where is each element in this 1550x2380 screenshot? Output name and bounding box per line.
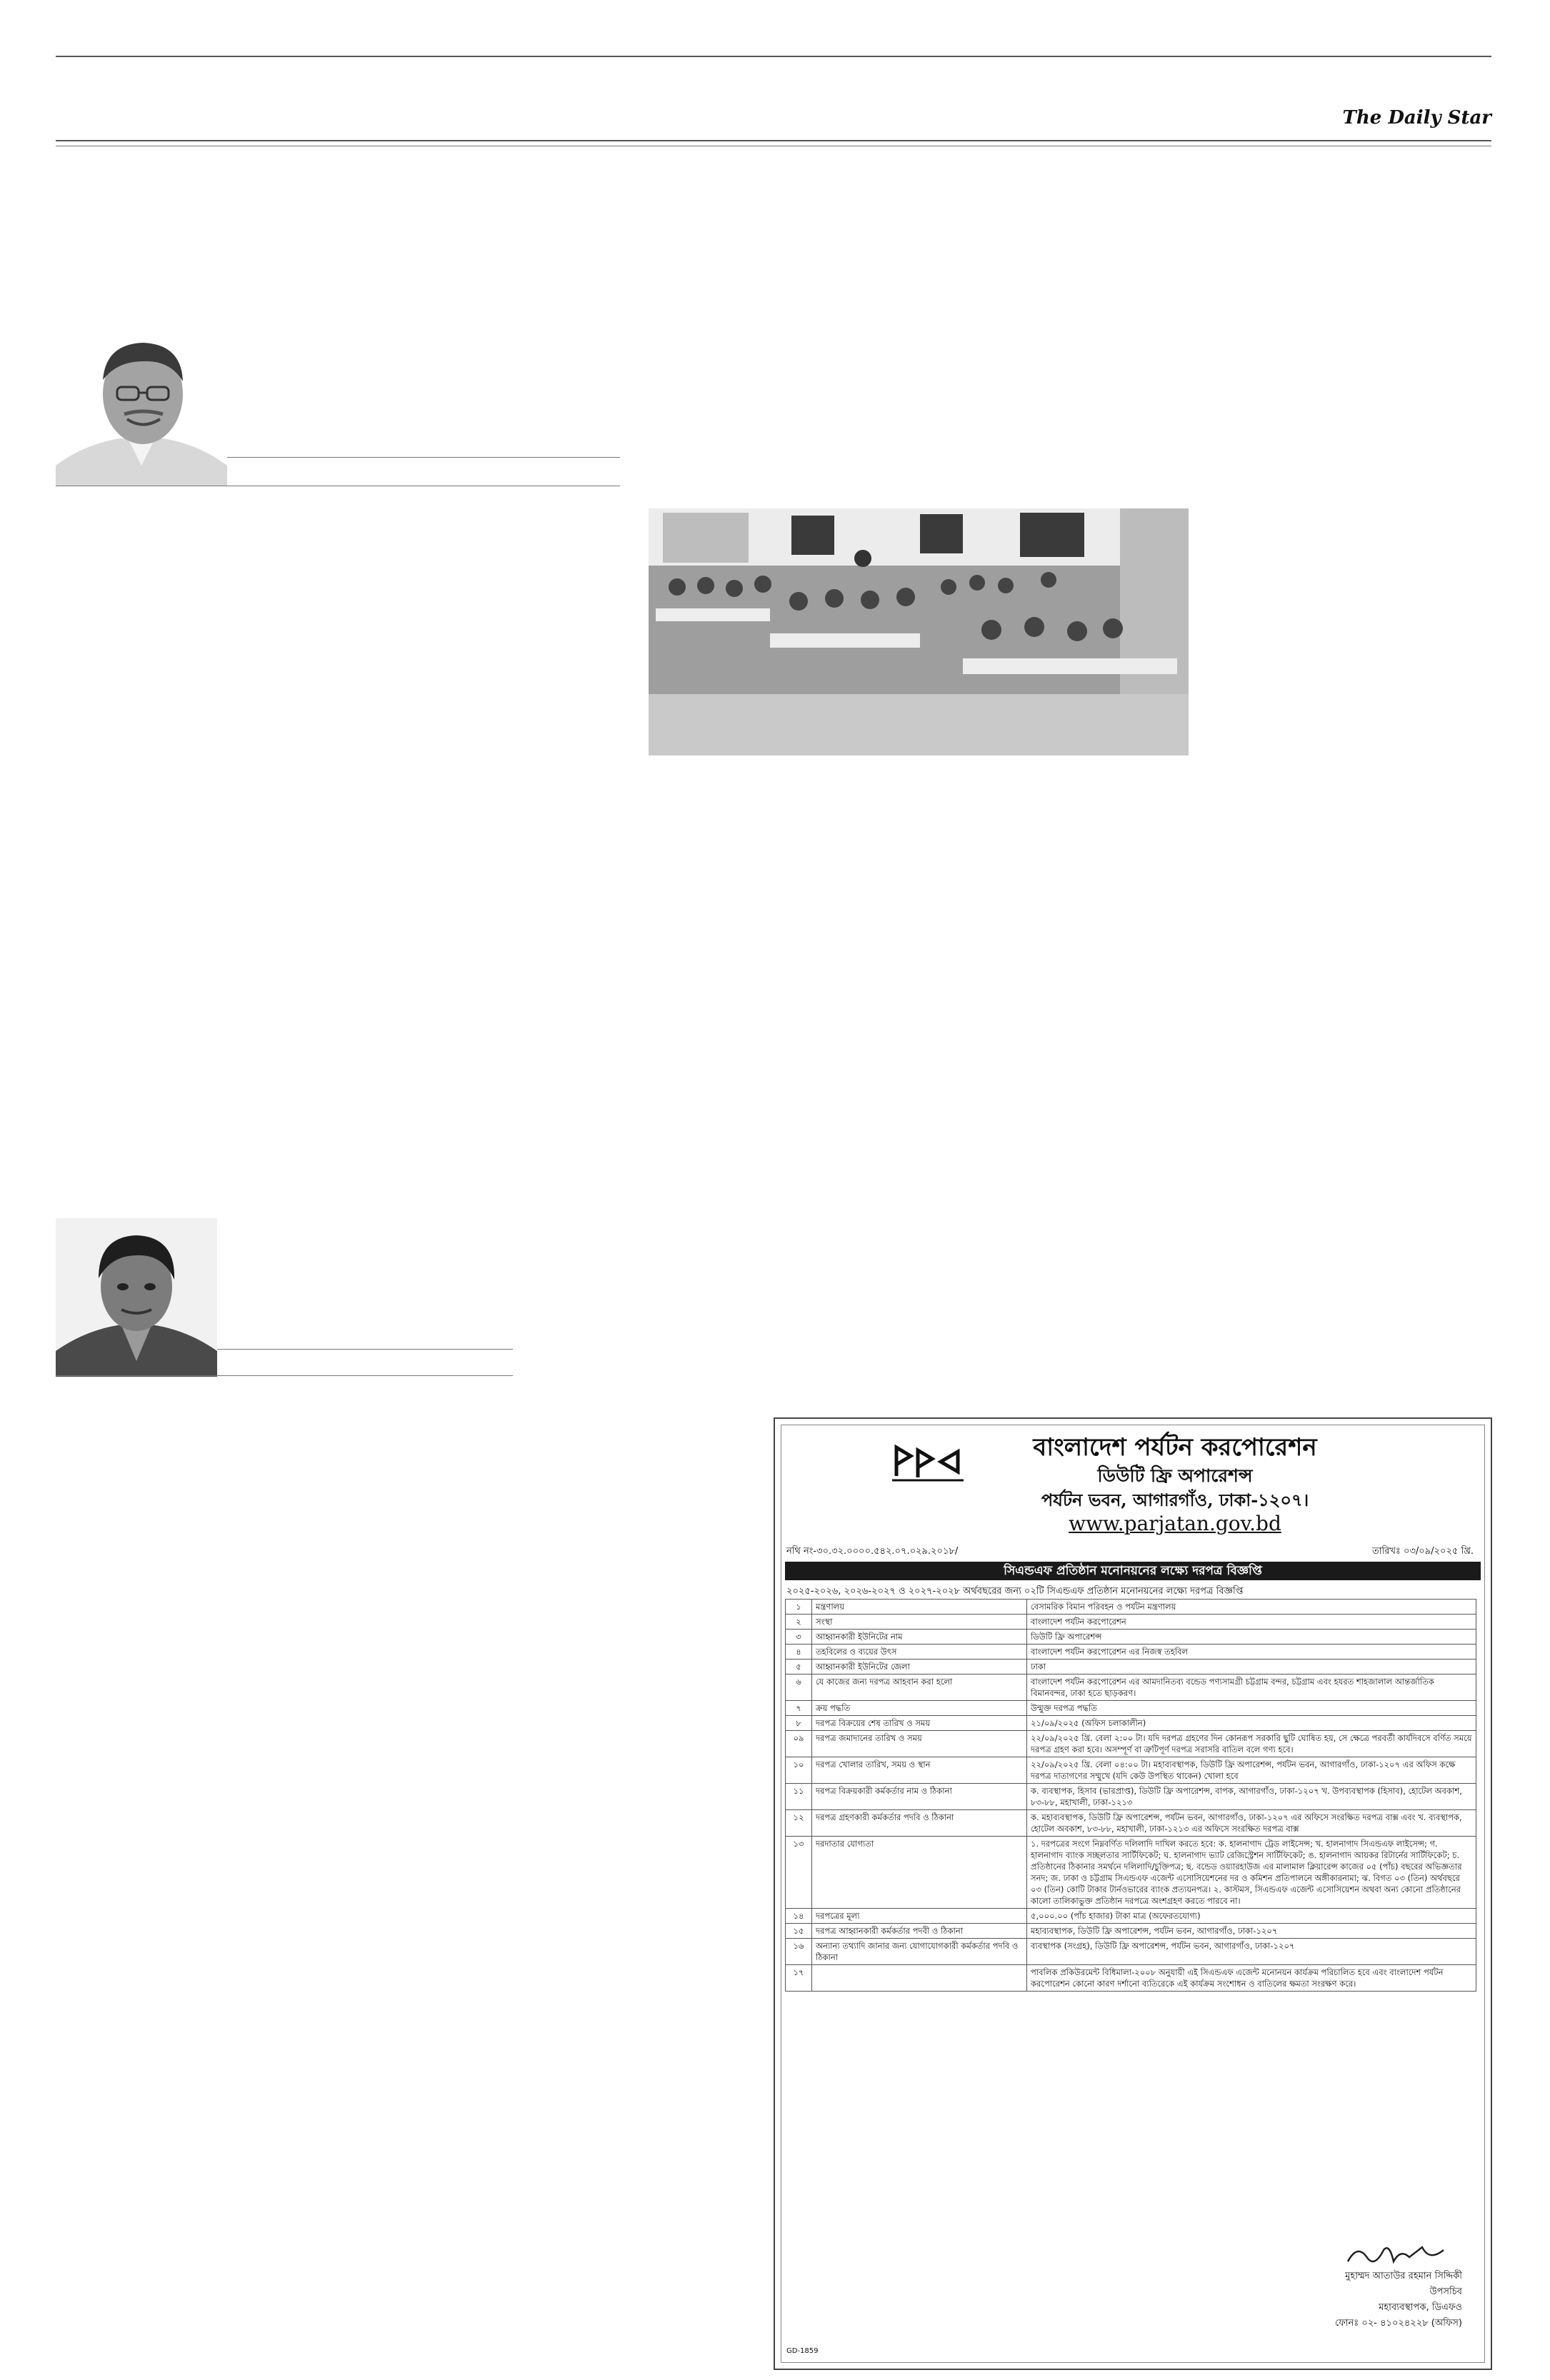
row-value: বাংলাদেশ পর্যটন করপোরেশন এর আমদানিতব্য বন্ডেড পণ্যসামগ্রী চট্টগ্রাম বন্দর, চট্টগ্রাম এবং হযরত শাহজালাল আন্তর্জাতিক বিমানবন্দর, ঢাকা হতে ছাড়করণ। bbox=[1027, 1674, 1476, 1701]
row-number: ১২ bbox=[786, 1810, 812, 1837]
table-row bbox=[786, 1784, 1476, 1810]
signatory-name: মুহাম্মদ আতাউর রহমান সিদ্দিকী bbox=[1345, 2271, 1462, 2281]
row-value: ২১/০৯/২০২৫ (অফিস চলাকালীন) bbox=[1027, 1716, 1476, 1731]
row-label: আহ্বানকারী ইউনিটের নাম bbox=[812, 1630, 1027, 1645]
row-number: ১৭ bbox=[786, 1965, 812, 1992]
table-row bbox=[786, 1731, 1476, 1757]
table-row bbox=[786, 1757, 1476, 1784]
reference-number: নথি নং-৩০.৩২.০০০০.৫৪২.০৭.০২৯.২০১৮/ bbox=[786, 1546, 959, 1557]
signatory-block bbox=[1335, 2269, 1462, 2331]
row-value: বেসামরিক বিমান পরিবহন ও পর্যটন মন্ত্রণালয় bbox=[1027, 1600, 1476, 1615]
row-label bbox=[812, 1965, 1027, 1992]
row-number: ৭ bbox=[786, 1701, 812, 1716]
row-number: ০৯ bbox=[786, 1731, 812, 1757]
row-label: দরপত্র আহ্বানকারী কর্মকর্তার পদবী ও ঠিকানা bbox=[812, 1924, 1027, 1939]
signatory-title: উপসচিব bbox=[1429, 2286, 1462, 2297]
row-label: তহবিলের ও ব্যয়ের উৎস bbox=[812, 1645, 1027, 1660]
website-link[interactable]: www.parjatan.gov.bd bbox=[1069, 1512, 1281, 1535]
row-number: ১৪ bbox=[786, 1909, 812, 1924]
table-row bbox=[786, 1615, 1476, 1630]
row-value: ব্যবস্থাপক (সংগ্রহ), ডিউটি ফ্রি অপারেশন্স, পর্যটন ভবন, আগারগাঁও, ঢাকা-১২০৭ bbox=[1027, 1939, 1476, 1965]
parjatan-logo-icon bbox=[889, 1440, 975, 1483]
byline-rule bbox=[56, 1375, 513, 1376]
row-value: ২২/০৯/২০২৫ খ্রি. বেলা ০৪:০০ টা। মহাব্যবস্থাপক, ডিউটি ফ্রি অপারেশন্স, পর্যটন ভবন, আগারগাঁও, ঢাকা-১২০৭ এর অফিস কক্ষে দরপত্র দাতাগণের সম্মুখে (যদি কেউ উপস্থিত থাকেন) খোলা হবে bbox=[1027, 1757, 1476, 1784]
row-value: উন্মুক্ত দরপত্র পদ্ধতি bbox=[1027, 1701, 1476, 1716]
masthead-logo: The Daily Star bbox=[1342, 107, 1491, 129]
row-label: দরপত্র জমাদানের তারিখ ও সময় bbox=[812, 1731, 1027, 1757]
row-number: ২ bbox=[786, 1615, 812, 1630]
row-label: মন্ত্রণালয় bbox=[812, 1600, 1027, 1615]
row-label: আহ্বানকারী ইউনিটের জেলা bbox=[812, 1660, 1027, 1674]
table-row bbox=[786, 1924, 1476, 1939]
tender-details-table bbox=[785, 1599, 1476, 1992]
table-row bbox=[786, 1837, 1476, 1909]
row-value: বাংলাদেশ পর্যটন করপোরেশন bbox=[1027, 1615, 1476, 1630]
row-value: ২২/০৯/২০২৫ খ্রি. বেলা ২:০০ টা। যদি দরপত্র গ্রহণের দিন কোনরূপ সরকারি ছুটি ঘোষিত হয়, সে ক্ষেত্রে পরবর্তী কার্যদিবসে বর্ণিত সময়ে দরপত্র গ্রহণ করা হবে। অসম্পূর্ণ বা ত্রুটিপূর্ণ দরপত্র সরাসরি বাতিল বলে গণ্য হবে। bbox=[1027, 1731, 1476, 1757]
table-row bbox=[786, 1600, 1476, 1615]
row-value: মহাব্যবস্থাপক, ডিউটি ফ্রি অপারেশন্স, পর্যটন ভবন, আগারগাঁও, ঢাকা-১২০৭ bbox=[1027, 1924, 1476, 1939]
row-number: ১৬ bbox=[786, 1939, 812, 1965]
byline-rule bbox=[217, 1349, 513, 1350]
row-value: পাবলিক প্রকিউরমেন্ট বিধিমালা-২০০৮ অনুযায়ী এই সিএন্ডএফ এজেন্ট মনোনয়ন কার্যক্রম পরিচালিত হবে এবং বাংলাদেশ পর্যটন করপোরেশন কোনো কারণ দর্শানো ব্যতিরেকে এই কার্যক্রম সংশোধন ও বাতিলের ক্ষমতা সংরক্ষণ করে। bbox=[1027, 1965, 1476, 1992]
row-label: দরপত্র গ্রহণকারী কর্মকর্তার পদবি ও ঠিকানা bbox=[812, 1810, 1027, 1837]
table-row bbox=[786, 1716, 1476, 1731]
row-label: দরপত্রের মূল্য bbox=[812, 1909, 1027, 1924]
notice-heading: সিএন্ডএফ প্রতিষ্ঠান মনোনয়নের লক্ষ্যে দরপত্র বিজ্ঞপ্তি bbox=[785, 1562, 1481, 1580]
notice-date: তারিখঃ ০৩/০৯/২০২৫ খ্রি. bbox=[1372, 1546, 1474, 1557]
table-row bbox=[786, 1939, 1476, 1965]
row-number: ৪ bbox=[786, 1645, 812, 1660]
row-label: যে কাজের জন্য দরপত্র আহবান করা হলো bbox=[812, 1674, 1027, 1701]
table-row bbox=[786, 1701, 1476, 1716]
row-number: ১০ bbox=[786, 1757, 812, 1784]
table-row bbox=[786, 1909, 1476, 1924]
contact-phone: ফোনঃ ০২- ৪১০২৪২২৮ (অফিস) bbox=[1335, 2318, 1462, 2329]
row-value: ৫,০০০.০০ (পাঁচ হাজার) টাকা মাত্র (অফেরতযোগ্য) bbox=[1027, 1909, 1476, 1924]
table-row bbox=[786, 1674, 1476, 1701]
signature-mark bbox=[1344, 2240, 1451, 2269]
row-number: ১৫ bbox=[786, 1924, 812, 1939]
row-number: ৩ bbox=[786, 1630, 812, 1645]
row-label: সংস্থা bbox=[812, 1615, 1027, 1630]
row-label: ক্রয় পদ্ধতি bbox=[812, 1701, 1027, 1716]
ad-code: GD-1859 bbox=[786, 2347, 819, 2355]
row-number: ১১ bbox=[786, 1784, 812, 1810]
row-value: ক. মহাব্যবস্থাপক, ডিউটি ফ্রি অপারেশন্স, পর্যটন ভবন, আগারগাঁও, ঢাকা-১২০৭ এর অফিসে সংরক্ষিত দরপত্র বাক্স এবং খ. ব্যবস্থাপক, হোটেল অবকাশ, ৮৩-৮৮, মহাখালী, ঢাকা-১২১৩ এর অফিসে সংরক্ষিত দরপত্র বাক্স bbox=[1027, 1810, 1476, 1837]
row-value: ডিউটি ফ্রি অপারেশন্স bbox=[1027, 1630, 1476, 1645]
columnist-photo bbox=[56, 323, 227, 486]
row-label: দরদাতার যোগ্যতা bbox=[812, 1837, 1027, 1909]
row-value: ক. ব্যবস্থাপক, হিসাব (ভারপ্রাপ্ত), ডিউটি ফ্রি অপারেশন্স, বাপক, আগারগাঁও, ঢাকা-১২০৭ খ. উপব্যবস্থাপক (হিসাব), হোটেল অবকাশ, ৮৩-৮৮, মহাখালী, ঢাকা-১২১৩ bbox=[1027, 1784, 1476, 1810]
row-number: ৬ bbox=[786, 1674, 812, 1701]
row-label: দরপত্র বিক্রয়কারী কর্মকর্তার নাম ও ঠিকানা bbox=[812, 1784, 1027, 1810]
org-name: বাংলাদেশ পর্যটন করপোরেশন bbox=[1033, 1433, 1317, 1462]
org-address: পর্যটন ভবন, আগারগাঁও, ঢাকা-১২০৭। bbox=[1041, 1490, 1309, 1510]
table-row bbox=[786, 1630, 1476, 1645]
columnist-photo bbox=[56, 1218, 217, 1377]
row-number: ১৩ bbox=[786, 1837, 812, 1909]
row-label: দরপত্র বিক্রয়ের শেষ তারিখ ও সময় bbox=[812, 1716, 1027, 1731]
unit-name: ডিউটি ফ্রি অপারেশন্স bbox=[1097, 1465, 1253, 1486]
row-label: দরপত্র খোলার তারিখ, সময় ও স্থান bbox=[812, 1757, 1027, 1784]
row-value: ১. দরপত্রের সংগে নিম্নবর্ণিত দলিলাদি দাখিল করতে হবে: ক. হালনাগাদ ট্রেড লাইসেন্স; খ. হালনাগাদ সিএন্ডএফ লাইসেন্স; গ. হালনাগাদ ব্যাংক সচ্ছলতার সার্টিফিকেট; ঘ. হালনাগাদ ভ্যাট রেজিস্ট্রেশন সার্টিফিকেট; ঙ. হালনাগাদ আয়কর রিটার্নের সার্টিফিকেট; চ. প্রতিষ্ঠানের ঠিকানার সমর্থনে দলিলাদি/চুক্তিপত্র; ছ. বন্ডেড ওয়্যারহাউজ এর মালামাল ক্লিয়ারেন্স কাজের ০৫ (পাঁচ) বছরের অভিজ্ঞতার সনদ; জ. ঢাকা ও চট্টগ্রাম সিএন্ডএফ এজেন্ট এসোসিয়েশনের দর ও কমিশন প্রতিপালনে অঙ্গীকারনামা; ঝ. বিগত ০৩ (তিন) অর্থবছরে ০৩ (তিন) কোটি টাকার টার্নওভারের ব্যাংক প্রত্যয়নপত্র। ২. কাস্টমস, সিএন্ডএফ এজেন্ট এসোসিয়েশন অথবা অন্য কোনো প্রতিষ্ঠানের কালো তালিকাভুক্ত প্রতিষ্ঠান দরপত্রে অংশগ্রহণ করতে পারবে না। bbox=[1027, 1837, 1476, 1909]
tender-notice-ad bbox=[774, 1417, 1492, 2370]
table-row bbox=[786, 1660, 1476, 1674]
header-rule bbox=[56, 140, 1491, 141]
signatory-position: মহাব্যবস্থাপক, ডিএফও bbox=[1379, 2302, 1462, 2313]
row-number: ৮ bbox=[786, 1716, 812, 1731]
top-rule bbox=[56, 56, 1491, 57]
row-label: অন্যান্য তথ্যাদি জানার জন্য যোগাযোগকারী কর্মকর্তার পদবি ও ঠিকানা bbox=[812, 1939, 1027, 1965]
table-row bbox=[786, 1645, 1476, 1660]
notice-intro: ২০২৫-২০২৬, ২০২৬-২০২৭ ও ২০২৭-২০২৮ অর্থবছরের জন্য ০২টি সিএন্ডএফ প্রতিষ্ঠান মনোনয়নের লক্ষ্যে দরপত্র বিজ্ঞপ্তি bbox=[786, 1586, 1244, 1597]
row-value: বাংলাদেশ পর্যটন করপোরেশন এর নিজস্ব তহবিল bbox=[1027, 1645, 1476, 1660]
table-row bbox=[786, 1810, 1476, 1837]
row-number: ১ bbox=[786, 1600, 812, 1615]
byline-rule bbox=[227, 457, 620, 458]
row-number: ৫ bbox=[786, 1660, 812, 1674]
classroom-photo bbox=[649, 508, 1189, 755]
table-row bbox=[786, 1965, 1476, 1992]
row-value: ঢাকা bbox=[1027, 1660, 1476, 1674]
